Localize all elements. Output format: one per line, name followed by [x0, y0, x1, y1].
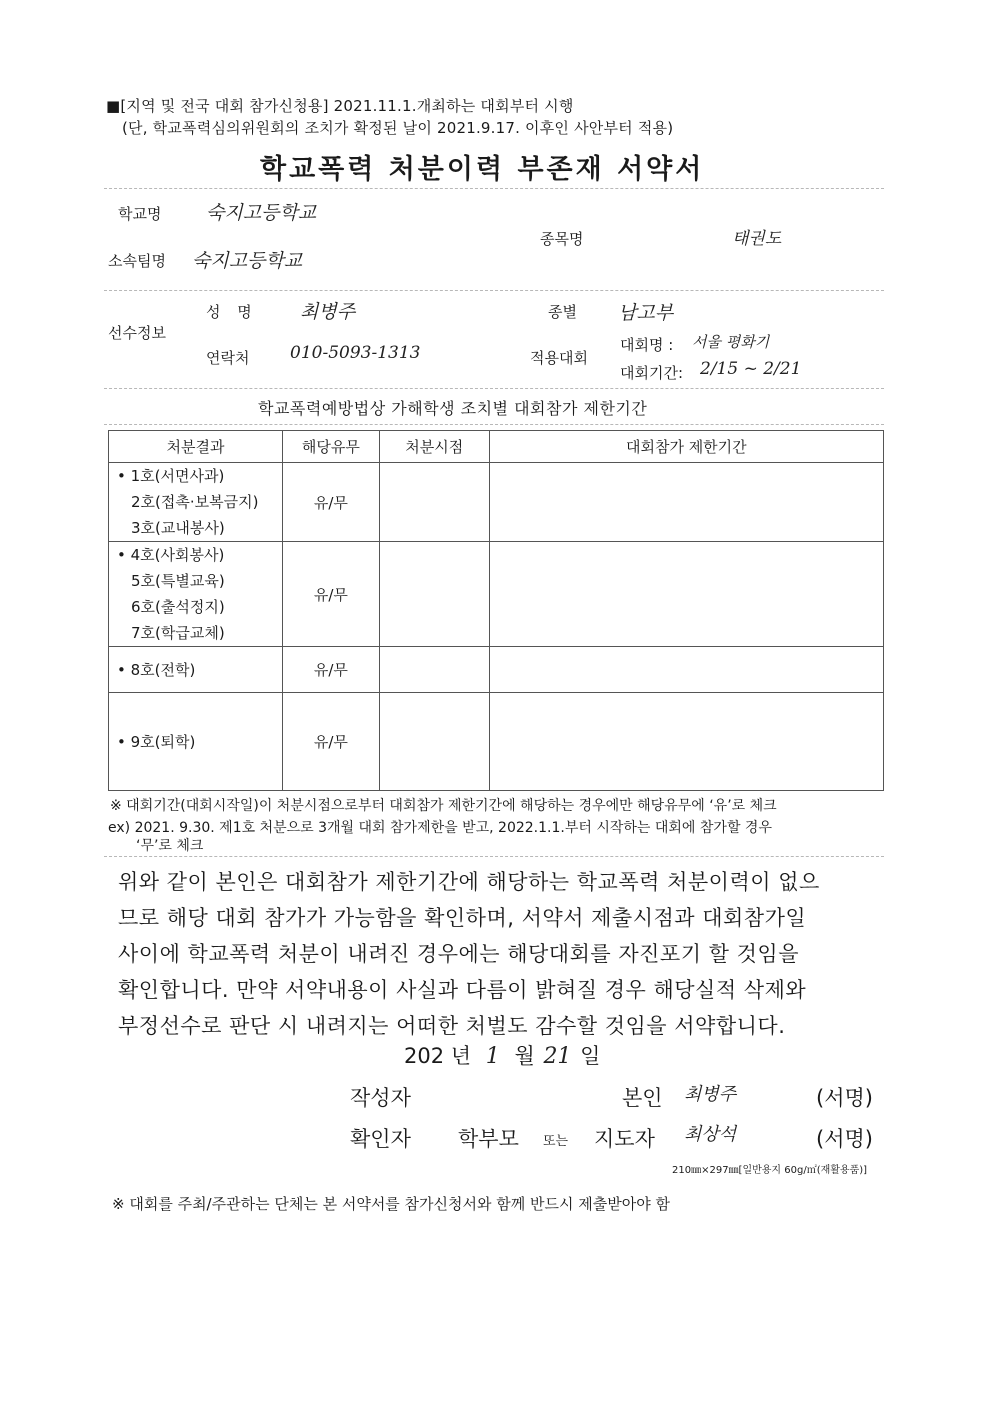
- header-scope-note: (단, 학교폭력심의위원회의 조치가 확정된 날이 2021.9.17. 이후인 사안부터 적용): [122, 119, 674, 137]
- table-row: [109, 647, 884, 693]
- note-example: ex) 2021. 9.30. 제1호 처분으로 3개월 대회 참가제한을 받고, 2022.1.1.부터 시작하는 대회에 참가할 경우: [108, 820, 772, 836]
- footer-note: ※ 대회를 주최/주관하는 단체는 본 서약서를 참가신청서와 함께 반드시 제출받아야 함: [112, 1195, 670, 1213]
- restriction-cell[interactable]: [489, 542, 883, 647]
- name-label: 성 명: [206, 303, 258, 321]
- divider: [104, 856, 884, 857]
- applicable-check[interactable]: 유/무: [282, 647, 379, 693]
- pledge-line: 위와 같이 본인은 대회참가 제한기간에 해당하는 학교폭력 처분이력이 없으: [118, 870, 820, 894]
- gender-label: 종별: [548, 303, 577, 321]
- note-condition: ※ 대회기간(대회시작일)이 처분시점으로부터 대회참가 제한기간에 해당하는 경우에만 해당유무에 ‘유’로 체크: [110, 798, 777, 814]
- sanction-date-cell[interactable]: [379, 542, 489, 647]
- table-row: [109, 463, 884, 542]
- restriction-cell[interactable]: [489, 647, 883, 693]
- self-label: 본인: [622, 1086, 663, 1110]
- sanction-date-cell[interactable]: [379, 647, 489, 693]
- event-name-value: 서울 평화기: [692, 333, 770, 351]
- divider: [104, 188, 884, 189]
- sanction-item: 5호(특별교육): [131, 572, 225, 590]
- sanction-item: • 1호(서면사과): [117, 467, 225, 485]
- sanction-items: [109, 463, 283, 542]
- self-signature-name[interactable]: 최병주: [684, 1084, 737, 1105]
- self-sign-field[interactable]: (서명): [816, 1086, 873, 1110]
- confirmer-label: 확인자: [350, 1127, 411, 1151]
- header-scope-line: ■[지역 및 전국 대회 참가신청용] 2021.11.1.개최하는 대회부터 시행: [106, 97, 574, 115]
- parent-label: 학부모: [458, 1127, 519, 1151]
- date-line: [404, 1040, 600, 1070]
- divider: [104, 290, 884, 291]
- sport-label: 종목명: [540, 230, 584, 248]
- coach-label: 지도자: [594, 1127, 655, 1151]
- name-value: 최병주: [300, 301, 356, 323]
- event-label: 적용대회: [530, 349, 588, 367]
- paper-spec: 210㎜×297㎜[일반용지 60g/㎡(재활용품)]: [672, 1165, 868, 1176]
- sanction-item: 2호(접촉·보복금지): [131, 493, 259, 511]
- applicable-check[interactable]: 유/무: [282, 542, 379, 647]
- sanction-items: [109, 647, 283, 693]
- date-year: 202: [404, 1044, 445, 1068]
- sanction-item: 7호(학급교체): [131, 624, 225, 642]
- date-day-unit: 일: [580, 1044, 601, 1068]
- team-value: 숙지고등학교: [192, 250, 303, 272]
- restriction-cell[interactable]: [489, 693, 883, 791]
- sanction-item: • 9호(퇴학): [117, 732, 196, 751]
- table-caption: 학교폭력예방법상 가해학생 조치별 대회참가 제한기간: [258, 399, 648, 418]
- event-period-value: 2/15 ~ 2/21: [700, 359, 802, 379]
- pledge-paragraph: [118, 864, 820, 1044]
- sanction-items: [109, 542, 283, 647]
- sanction-table: [108, 430, 884, 791]
- date-month-unit: 월: [514, 1044, 535, 1068]
- divider: [104, 424, 884, 425]
- header-date: 처분시점: [379, 431, 489, 463]
- applicable-check[interactable]: 유/무: [282, 693, 379, 791]
- contact-value: 010-5093-1313: [290, 343, 421, 363]
- divider: [104, 388, 884, 389]
- restriction-cell[interactable]: [489, 463, 883, 542]
- date-day[interactable]: 21: [543, 1044, 572, 1069]
- school-value: 숙지고등학교: [206, 202, 317, 224]
- team-label: 소속팀명: [108, 252, 166, 270]
- sanction-item: • 4호(사회봉사): [117, 546, 225, 564]
- sanction-item: 6호(출석정지): [131, 598, 225, 616]
- header-result: 처분결과: [109, 431, 283, 463]
- player-info-label: 선수정보: [108, 324, 166, 342]
- document-title: 학교폭력 처분이력 부존재 서약서: [260, 154, 705, 185]
- sanction-item: • 8호(전학): [117, 660, 196, 679]
- sanction-date-cell[interactable]: [379, 463, 489, 542]
- pledge-line: 부정선수로 판단 시 내려지는 어떠한 처벌도 감수할 것임을 서약합니다.: [118, 1014, 786, 1038]
- date-year-unit: 년: [450, 1044, 472, 1068]
- note-example-cont: ‘무’로 체크: [136, 838, 204, 854]
- gender-value: 남고부: [618, 302, 674, 324]
- pledge-line: 므로 해당 대회 참가가 가능함을 확인하며, 서약서 제출시점과 대회참가일: [118, 906, 807, 930]
- applicable-check[interactable]: 유/무: [282, 463, 379, 542]
- writer-label: 작성자: [350, 1086, 411, 1110]
- contact-label: 연락처: [206, 349, 250, 367]
- sanction-date-cell[interactable]: [379, 693, 489, 791]
- table-header-row: [109, 431, 884, 463]
- pledge-line: 확인합니다. 만약 서약내용이 사실과 다름이 밝혀질 경우 해당실적 삭제와: [118, 978, 807, 1002]
- event-name-label: 대회명 :: [620, 336, 674, 354]
- school-label: 학교명: [118, 205, 162, 223]
- table-row: [109, 693, 884, 791]
- header-applicable: 해당유무: [282, 431, 379, 463]
- sport-value: 태권도: [732, 229, 782, 249]
- or-label: 또는: [543, 1134, 569, 1149]
- header-restriction: 대회참가 제한기간: [489, 431, 883, 463]
- table-row: [109, 542, 884, 647]
- sanction-items: [109, 693, 283, 791]
- coach-signature-name[interactable]: 최상석: [684, 1124, 737, 1145]
- event-period-label: 대회기간:: [620, 364, 684, 382]
- pledge-line: 사이에 학교폭력 처분이 내려진 경우에는 해당대회를 자진포기 할 것임을: [118, 942, 799, 966]
- date-month[interactable]: 1: [485, 1044, 500, 1069]
- sanction-item: 3호(교내봉사): [131, 519, 225, 537]
- coach-sign-field[interactable]: (서명): [816, 1127, 873, 1151]
